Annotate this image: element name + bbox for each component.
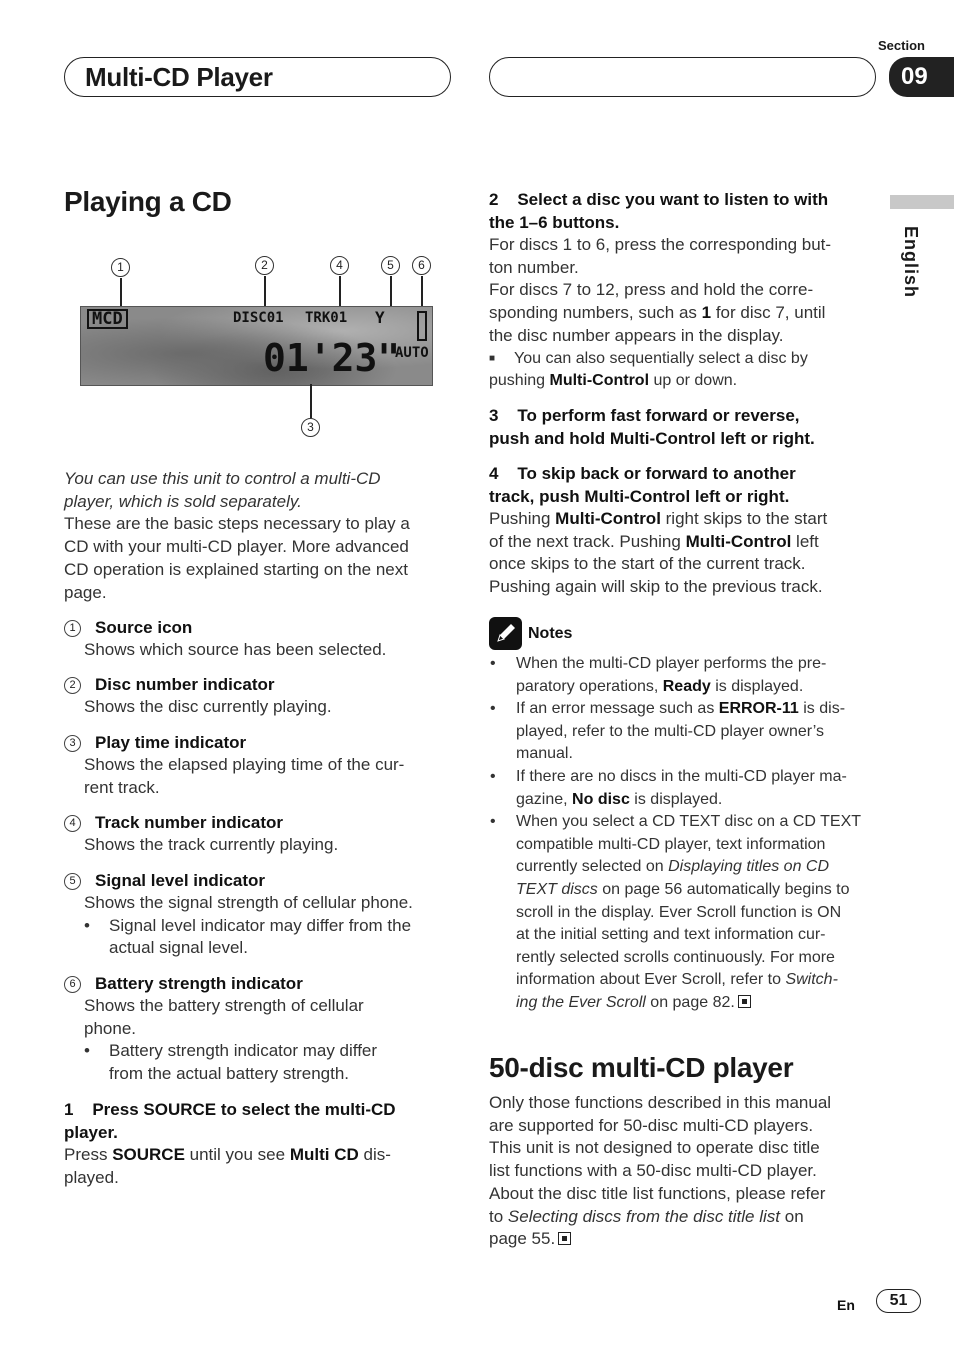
indicator-desc: Shows the track currently playing. [84, 835, 339, 854]
section-number-badge [889, 57, 954, 97]
note-item: • If there are no discs in the multi-CD player ma- gazine, No disc is displayed. [490, 767, 847, 808]
step-2 [489, 188, 884, 392]
indicator-title: Battery strength indicator [95, 974, 303, 993]
fifty-disc-line: Only those functions described in this manual [489, 1093, 832, 1112]
pencil-icon [489, 617, 522, 650]
language-tab-label: English [901, 226, 921, 299]
indicator-bullet: • Battery strength indicator may differ from the actual battery strength. [84, 1041, 378, 1084]
indicator-num: 2 [64, 677, 81, 694]
callout-6: 6 [412, 256, 431, 275]
indicator-disc-number [64, 673, 459, 719]
step-1-heading: player. [64, 1123, 118, 1142]
step-3-heading: push and hold Multi-Control left or right. [489, 429, 815, 448]
callout-3: 3 [301, 418, 320, 437]
step-2-heading: the 1–6 buttons. [489, 213, 620, 232]
indicator-desc: Shows the elapsed playing time of the cur- [84, 755, 405, 774]
indicator-source [64, 616, 459, 662]
indicator-desc: Shows the signal strength of cellular phone. [84, 893, 413, 912]
indicator-title: Track number indicator [95, 813, 283, 832]
intro-italic-line: You can use this unit to control a multi-CD [64, 469, 381, 488]
step-4-line: of the next track. Pushing Multi-Control left [489, 531, 819, 551]
step-1-heading: 1 Press SOURCE to select the multi-CD [64, 1100, 396, 1119]
fifty-disc-line: This unit is not designed to operate disc title [489, 1138, 820, 1158]
page-number: 51 [876, 1289, 921, 1313]
indicator-desc: phone. [84, 1018, 136, 1038]
fifty-disc-line: About the disc title list functions, please refer [489, 1183, 826, 1203]
fifty-disc-body [489, 1092, 884, 1251]
step-2-line: the disc number appears in the display. [489, 325, 784, 345]
lcd-auto: AUTO [395, 345, 429, 361]
intro-line: CD operation is explained starting on the next [64, 559, 408, 579]
end-mark-icon [738, 995, 751, 1008]
step-2-line: sponding numbers, such as 1 for disc 7, until [489, 303, 826, 323]
lcd-play-time: 01'23" [263, 336, 401, 380]
bullet-line: Battery strength indicator may differ [109, 1041, 378, 1061]
step-4-heading: track, push Multi-Control left or right. [489, 487, 790, 506]
lcd-signal-icon: Y [375, 308, 385, 327]
bullet-line: from the actual battery strength. [109, 1064, 350, 1084]
notes-list [489, 653, 884, 1015]
section-number: 09 [901, 63, 928, 90]
fifty-disc-heading: 50-disc multi-CD player [489, 1052, 794, 1083]
playing-cd-heading: Playing a CD [64, 186, 232, 217]
indicator-num: 6 [64, 976, 81, 993]
step-1-body: played. [64, 1167, 119, 1187]
intro-line: page. [64, 582, 107, 602]
note-item: • If an error message such as ERROR-11 is dis- played, refer to the multi-CD player owner’s manual. [490, 700, 846, 763]
step-3 [489, 404, 884, 450]
page-header-title: Multi-CD Player [85, 62, 273, 92]
callout-2: 2 [255, 256, 274, 275]
end-mark-icon [558, 1232, 571, 1245]
intro-block [64, 468, 459, 604]
indicator-num: 3 [64, 735, 81, 752]
lcd-source-icon: MCD [87, 309, 128, 329]
section-label: Section [878, 38, 925, 53]
lcd-disc-number: DISC01 [233, 310, 284, 326]
bullet-line: Signal level indicator may differ from the [109, 915, 412, 935]
fifty-disc-line: list functions with a 50-disc multi-CD player. [489, 1161, 817, 1181]
step-1-body: Press SOURCE until you see Multi CD dis- [64, 1145, 391, 1164]
indicator-track-number [64, 811, 459, 857]
note-item: • When the multi-CD player performs the pre- paratory operations, Ready is displayed. [490, 655, 827, 695]
bullet-line: actual signal level. [109, 938, 248, 958]
fifty-disc-line: page 55. [489, 1228, 884, 1251]
indicator-title: Signal level indicator [95, 871, 266, 890]
step-4-heading: 4 To skip back or forward to another [489, 464, 796, 483]
lcd-track-number: TRK01 [305, 310, 348, 326]
intro-italic-line: player, which is sold separately. [64, 491, 302, 511]
indicator-battery-strength [64, 972, 459, 1086]
header-blank-box [489, 57, 876, 97]
indicator-play-time [64, 731, 459, 799]
note-item: • When you select a CD TEXT disc on a CD TEXT compatible multi-CD player, text information currently selected on Displaying titles on CD TEXT discs on page 56 automatically begins to scroll in the display. Ever Scroll function is ON at the initial setting and text information cur- rently selected scrolls continuously. For more information about Ever Scroll, refer to Switch- ing the Ever Scroll on page 82. [490, 813, 862, 1011]
display-illustration [64, 250, 444, 445]
indicator-num: 4 [64, 815, 81, 832]
step-2-tip: ■ You can also sequentially select a disc by pushing Multi-Control up or down. [489, 349, 808, 389]
step-4 [489, 462, 884, 599]
language-tab-bar [890, 195, 954, 209]
notes-header [489, 617, 572, 650]
step-2-line: For discs 7 to 12, press and hold the corre- [489, 280, 814, 300]
indicator-desc: Shows the battery strength of cellular [84, 996, 364, 1015]
indicator-desc: Shows which source has been selected. [84, 640, 387, 659]
step-1 [64, 1098, 459, 1189]
indicator-desc: rent track. [84, 777, 160, 797]
intro-line: These are the basic steps necessary to play a [64, 514, 410, 534]
step-3-heading: 3 To perform fast forward or reverse, [489, 406, 800, 425]
step-2-line: ton number. [489, 257, 579, 277]
step-4-line: Pushing again will skip to the previous track. [489, 577, 823, 597]
step-2-line: For discs 1 to 6, press the corresponding but- [489, 235, 832, 254]
indicator-bullet: • Signal level indicator may differ from the actual signal level. [84, 915, 412, 958]
indicator-title: Disc number indicator [95, 675, 275, 694]
lcd-screen [80, 306, 433, 386]
footer-language: En [837, 1297, 855, 1313]
step-4-line: once skips to the start of the current track. [489, 554, 806, 574]
indicator-num: 5 [64, 873, 81, 890]
fifty-disc-line: to Selecting discs from the disc title list on [489, 1206, 804, 1226]
header-title-box [64, 57, 451, 97]
notes-label: Notes [528, 624, 573, 642]
step-4-line: Pushing Multi-Control right skips to the start [489, 509, 828, 528]
step-2-heading: 2 Select a disc you want to listen to with [489, 190, 829, 209]
indicator-signal-level [64, 869, 459, 960]
indicator-title: Play time indicator [95, 733, 247, 752]
callout-5: 5 [381, 256, 400, 275]
leader-3 [310, 384, 312, 418]
indicator-title: Source icon [95, 618, 193, 637]
indicator-num: 1 [64, 620, 81, 637]
fifty-disc-line: are supported for 50-disc multi-CD players. [489, 1115, 814, 1135]
lcd-battery-icon [417, 311, 427, 341]
callout-1: 1 [111, 258, 130, 277]
indicator-desc: Shows the disc currently playing. [84, 697, 332, 716]
callout-4: 4 [330, 256, 349, 275]
intro-line: CD with your multi-CD player. More advanced [64, 537, 409, 557]
